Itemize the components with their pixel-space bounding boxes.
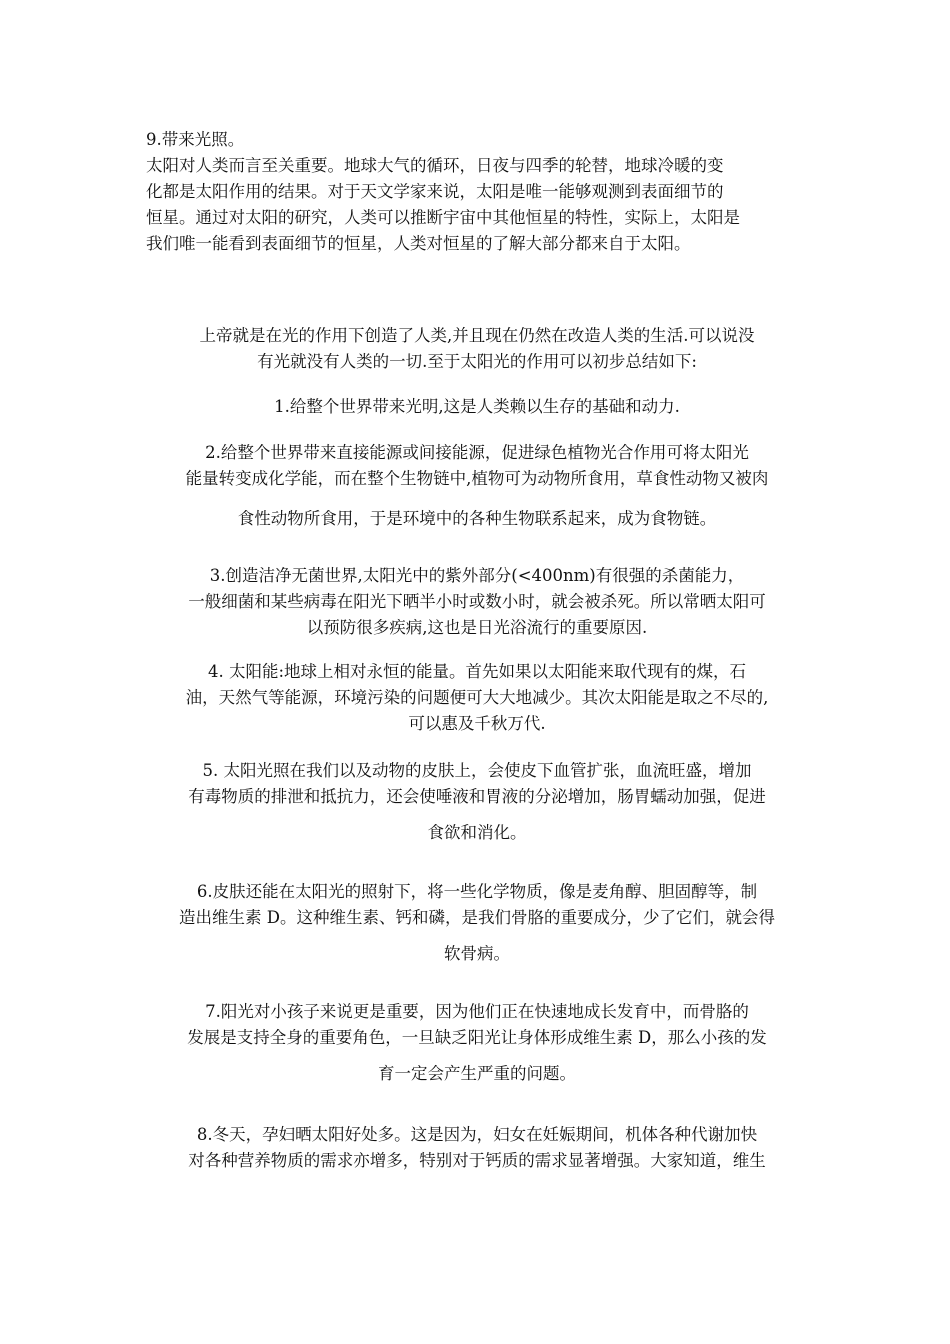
point-1 [146,394,808,420]
point-6 [146,879,808,931]
section-9 [146,127,808,257]
point-2-tail [146,506,808,532]
point-line: 油，天然气等能源，环境污染的问题便可大大地减少。其次太阳能是取之不尽的, [185,688,769,707]
section-9-line: 我们唯一能看到表面细节的恒星，人类对恒星的了解大部分都来自于太阳。 [146,234,691,253]
point-line: 8.冬天，孕妇晒太阳好处多。这是因为，妇女在妊娠期间，机体各种代谢加快 [196,1125,758,1144]
point-line: 造出维生素 D。这种维生素、钙和磷，是我们骨胳的重要成分，少了它们，就会得 [179,908,775,927]
point-line: 食欲和消化。 [427,823,527,842]
point-line: 软骨病。 [444,944,510,963]
point-6-tail [146,941,808,967]
section-9-line: 恒星。通过对太阳的研究，人类可以推断宇宙中其他恒星的特性，实际上，太阳是 [146,208,740,227]
point-line: 育一定会产生严重的问题。 [378,1064,576,1083]
point-5-tail [146,820,808,846]
point-line: 1.给整个世界带来光明,这是人类赖以生存的基础和动力. [274,397,680,416]
point-line: 6.皮肤还能在太阳光的照射下，将一些化学物质，像是麦角醇、胆固醇等，制 [196,882,758,901]
intro-line: 上帝就是在光的作用下创造了人类,并且现在仍然在改造人类的生活.可以说没 [199,326,755,345]
point-line: 4. 太阳能:地球上相对永恒的能量。首先如果以太阳能来取代现有的煤，石 [207,662,747,681]
section-9-line: 太阳对人类而言至关重要。地球大气的循环，日夜与四季的轮替，地球冷暖的变 [146,156,724,175]
point-line: 食性动物所食用，于是环境中的各种生物联系起来，成为食物链。 [237,509,717,528]
point-line: 3.创造洁净无菌世界,太阳光中的紫外部分(<400nm)有很强的杀菌能力， [209,566,745,585]
point-3 [146,563,808,641]
point-line: 以预防很多疾病,这也是日光浴流行的重要原因. [306,618,648,637]
point-line: 5. 太阳光照在我们以及动物的皮肤上，会使皮下血管扩张，血流旺盛，增加 [202,761,752,780]
point-line: 一般细菌和某些病毒在阳光下晒半小时或数小时，就会被杀死。所以常晒太阳可 [188,592,766,611]
section-9-heading: 9.带来光照。 [146,130,245,149]
point-line: 能量转变成化学能，而在整个生物链中,植物可为动物所食用，草食性动物又被肉 [185,469,769,488]
point-line: 2.给整个世界带来直接能源或间接能源，促进绿色植物光合作用可将太阳光 [205,443,749,462]
intro-paragraph [146,323,808,375]
intro-line: 有光就没有人类的一切.至于太阳光的作用可以初步总结如下: [257,352,697,371]
section-9-line: 化都是太阳作用的结果。对于天文学家来说，太阳是唯一能够观测到表面细节的 [146,182,724,201]
point-line: 有毒物质的排泄和抵抗力，还会使唾液和胃液的分泌增加，肠胃蠕动加强，促进 [188,787,766,806]
point-5 [146,758,808,810]
point-line: 7.阳光对小孩子来说更是重要，因为他们正在快速地成长发育中，而骨胳的 [205,1002,749,1021]
point-7-tail [146,1061,808,1087]
point-8 [146,1122,808,1174]
point-line: 可以惠及千秋万代. [408,714,546,733]
point-7 [146,999,808,1051]
point-line: 对各种营养物质的需求亦增多，特别对于钙质的需求显著增强。大家知道，维生 [188,1151,766,1170]
point-line: 发展是支持全身的重要角色，一旦缺乏阳光让身体形成维生素 D，那么小孩的发 [187,1028,767,1047]
point-4 [146,659,808,737]
point-2 [146,440,808,492]
